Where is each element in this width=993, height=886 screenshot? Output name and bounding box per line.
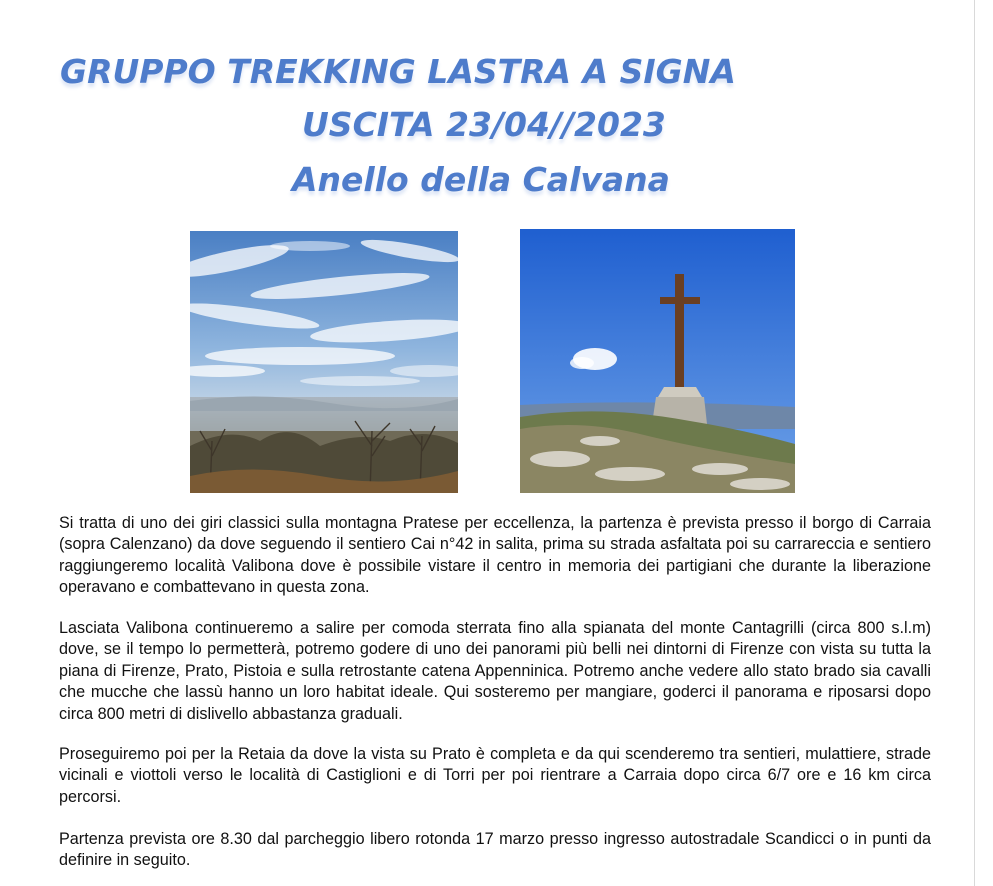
panorama-photo-graphic bbox=[190, 231, 458, 493]
title-group-name: GRUPPO TREKKING LASTRA A SIGNA bbox=[60, 52, 736, 91]
title-route-name: Anello della Calvana bbox=[292, 160, 670, 199]
title-outing-date: USCITA 23/04//2023 bbox=[302, 105, 666, 144]
summit-cross-graphic bbox=[520, 229, 795, 493]
description-paragraph-return: Proseguiremo poi per la Retaia da dove la vista su Prato è completa e da qui scenderemo tra sentieri, mulattiere, strade vicinali e viottoli verso le località di Castiglioni e di Torri per poi rientrare a Carraia dopo circa 6/7 ore e 16 km circa percorsi. bbox=[59, 745, 931, 806]
description-paragraph-cantagrilli: Lasciata Valibona continueremo a salire per comoda sterrata fino alla spianata del monte Cantagrilli (circa 800 s.l.m) dove, se il tempo lo permetterà, potremo godere di uno dei panorami più belli nei dintorni di Firenze con vista su tutta la piana di Firenze, Prato, Pistoia e sulla retrostante catena Appenninica. Potremo anche vedere allo stato brado sia cavalli che mucche che lassù hanno un loro habitat ideale. Qui sosteremo per mangiare, goderci il panorama e riposarsi dopo circa 800 metri di dislivello abbastanza graduali. bbox=[59, 619, 931, 723]
summit-cross-photo bbox=[520, 229, 795, 493]
description-paragraph-departure: Partenza prevista ore 8.30 dal parcheggio libero rotonda 17 marzo presso ingresso autostradale Scandicci o in punti da definire in seguito. bbox=[59, 830, 931, 870]
description-paragraph-intro: Si tratta di uno dei giri classici sulla montagna Pratese per eccellenza, la partenza è prevista presso il borgo di Carraia (sopra Calenzano) da dove seguendo il sentiero Cai n°42 in salita, prima su strada asfaltata poi su carrareccia e sentiero raggiungeremo località Valibona dove è possibile vistare il centro in memoria dei partigiani che durante la liberazione operavano e combattevano in questa zona. bbox=[59, 514, 931, 597]
panorama-photo bbox=[190, 231, 458, 493]
document-right-edge bbox=[974, 0, 993, 886]
